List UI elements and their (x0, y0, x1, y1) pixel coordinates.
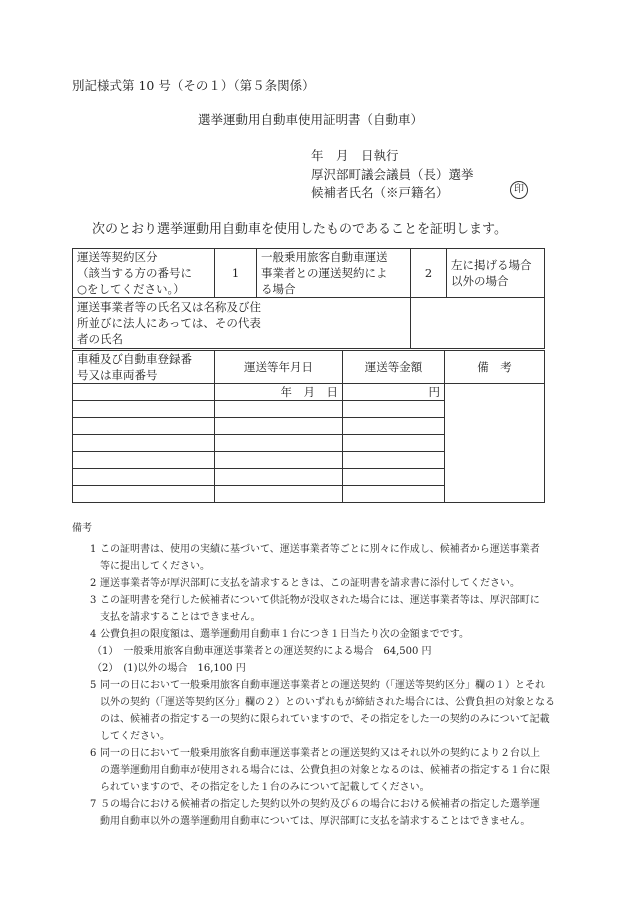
note-number: 6 (90, 748, 97, 759)
date-cell[interactable] (215, 418, 343, 435)
limit-other-contract: （2） (1)以外の場合 16,100 円 (92, 663, 246, 674)
date-cell[interactable] (215, 469, 343, 486)
vehicle-column-header: 車種及び自動車登録番 号又は車両番号 (73, 351, 215, 384)
option-2-text: 左に掲げる場合 以外の場合 (447, 249, 545, 298)
amount-cell[interactable]: 円 (343, 384, 445, 401)
vehicle-cell[interactable] (73, 418, 215, 435)
contract-type-row (73, 249, 545, 298)
option-1-number[interactable]: 1 (215, 249, 257, 298)
note-item (72, 745, 562, 796)
date-cell[interactable] (215, 401, 343, 418)
note-text: 同一の日において一般乗用旅客自動車運送事業者との運送契約又はそれ以外の契約により２台以上 (100, 748, 540, 759)
document-title: 選挙運動用自動車使用証明書（自動車） (198, 112, 424, 127)
note-number: 4 (90, 629, 97, 640)
form-number: 別記様式第 10 号（その１）（第５条関係） (72, 78, 315, 93)
note-number: 1 (90, 544, 97, 555)
note-item (72, 575, 562, 592)
note-item (72, 541, 562, 575)
carrier-field[interactable] (411, 298, 545, 349)
candidate-name-label: 候補者氏名（※戸籍名） (311, 185, 449, 200)
amount-cell[interactable] (343, 452, 445, 469)
vehicle-cell[interactable] (73, 401, 215, 418)
vehicle-cell[interactable] (73, 486, 215, 503)
option-2-number[interactable]: 2 (411, 249, 447, 298)
vehicle-cell[interactable] (73, 384, 215, 401)
remarks-cell[interactable] (445, 384, 545, 503)
carrier-label: 運送事業者等の氏名又は名称及び住 所並びに法人にあっては、その代表 者の氏名 (73, 298, 411, 349)
carrier-row (73, 298, 545, 349)
remarks-notes (72, 520, 562, 830)
amount-cell[interactable] (343, 418, 445, 435)
note-number: 5 (90, 680, 97, 691)
amount-cell[interactable] (343, 469, 445, 486)
note-item (72, 796, 562, 830)
note-text: この証明書は、使用の実績に基づいて、運送事業者等ごとに別々に作成し、候補者から運送事業者 (100, 544, 540, 555)
usage-header-row (73, 351, 545, 384)
remarks-column-header: 備 考 (445, 351, 545, 384)
note-item (72, 677, 562, 745)
note-text: 公費負担の限度額は、選挙運動用自動車１台につき１日当たり次の金額までです。 (100, 629, 469, 640)
note-number: 3 (90, 595, 97, 606)
amount-column-header: 運送等金額 (343, 351, 445, 384)
date-cell[interactable] (215, 486, 343, 503)
date-cell[interactable] (215, 452, 343, 469)
note-text-continued: 以外の契約（「運送等契約区分」欄の２）とのいずれもが締結された場合には、公費負担の対象となる のは、候補者の指定する一の契約に限られていますので、その指定をした一の契約のみについて記載 してください。 (100, 697, 555, 742)
certification-statement: 次のとおり選挙運動用自動車を使用したものであることを証明します。 (92, 222, 507, 237)
option-1-text: 一般乗用旅客自動車運送 事業者との運送契約によ る場合 (257, 249, 411, 298)
vehicle-cell[interactable] (73, 452, 215, 469)
note-number: 7 (90, 799, 97, 810)
vehicle-cell[interactable] (73, 469, 215, 486)
note-item (72, 626, 562, 643)
date-cell[interactable] (215, 435, 343, 452)
amount-cell[interactable] (343, 486, 445, 503)
seal-icon: 印 (510, 181, 528, 199)
note-item (72, 592, 562, 626)
note-number: 2 (90, 578, 97, 589)
contract-type-label: 運送等契約区分 （該当する方の番号に ○をしてください。） (73, 249, 215, 298)
table-row (73, 384, 545, 401)
election-name-line: 厚沢部町議会議員（長）選挙 (311, 167, 474, 182)
note-text: ５の場合における候補者の指定した契約以外の契約及び６の場合における候補者の指定した選挙運 (100, 799, 540, 810)
note-text-continued: 動用自動車以外の選挙運動用自動車については、厚沢部町に支払を請求することはできません。 (100, 816, 531, 827)
note-text: 運送事業者等が厚沢部町に支払を請求するときは、この証明書を請求書に添付してください。 (100, 578, 520, 589)
amount-cell[interactable] (343, 435, 445, 452)
note-text: この証明書を発行した候補者について供託物が没収された場合には、運送事業者等は、厚沢部町に (100, 595, 540, 606)
notes-heading: 備考 (72, 523, 92, 534)
note-text: 同一の日において一般乗用旅客自動車運送事業者との運送契約（「運送等契約区分」欄の１）とそれ (100, 680, 545, 691)
date-cell[interactable]: 年 月 日 (215, 384, 343, 401)
certificate-table (72, 248, 545, 349)
note-text-continued: 等に提出してください。 (100, 561, 210, 572)
date-column-header: 運送等年月日 (215, 351, 343, 384)
note-text-continued: の選挙運動用自動車が使用される場合には、公費負担の対象となるのは、候補者の指定する１台に限 られていますので、その指定をした１台のみについて記載してください。 (100, 765, 550, 793)
vehicle-cell[interactable] (73, 435, 215, 452)
note-text-continued: 支払を請求することはできません。 (100, 612, 261, 623)
usage-table (72, 350, 545, 503)
limit-taxi-contract: （1） 一般乗用旅客自動車運送事業者との運送契約による場合 64,500 円 (92, 646, 432, 657)
election-date-line: 年 月 日執行 (311, 148, 399, 163)
amount-cell[interactable] (343, 401, 445, 418)
